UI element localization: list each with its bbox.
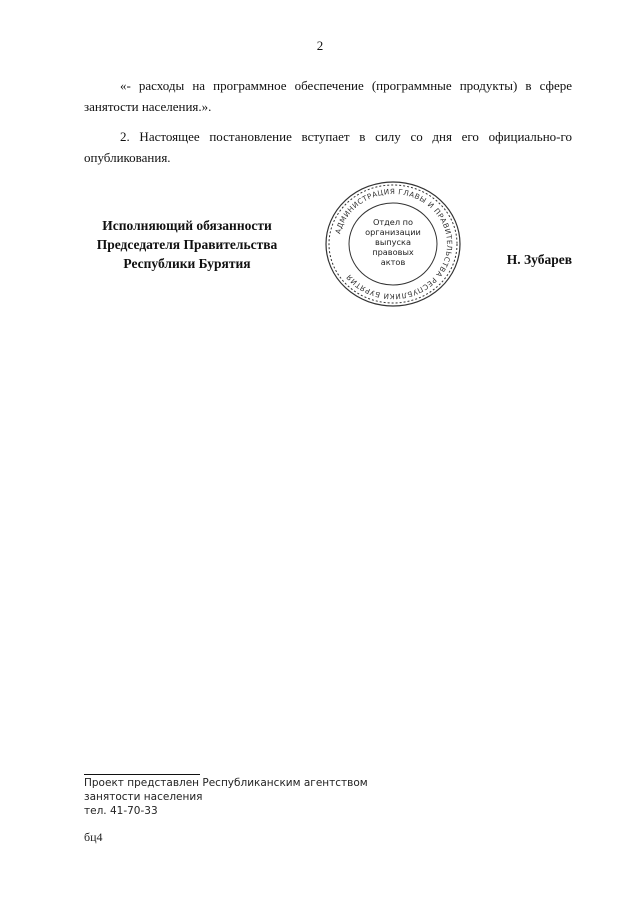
footer-note [84, 776, 368, 818]
paragraph-effective-date-text: 2. Настоящее постановление вступает в силу со дня его официально-го опубликования. [84, 129, 572, 165]
document-code: бц4 [84, 830, 103, 844]
stamp-center-line: выпуска [375, 237, 411, 247]
signatory-name: Н. Зубарев [506, 252, 572, 267]
official-stamp [322, 179, 464, 309]
stamp-center-line: правовых [372, 247, 414, 257]
paragraph-effective-date [84, 126, 572, 168]
signatory-title-line: Председателя Правительства [96, 237, 278, 252]
footer-line: занятости населения [84, 791, 203, 803]
stamp-center-line: Отдел по [372, 217, 414, 227]
page-number: 2 [316, 38, 324, 53]
footer-line: тел. 41-70-33 [84, 805, 158, 817]
paragraph-expenses-text: «- расходы на программное обеспечение (программные продукты) в сфере занятости населения.». [84, 78, 572, 114]
footer-divider [84, 774, 200, 775]
stamp-center-line: актов [380, 257, 406, 267]
stamp-ring-text: АДМИНИСТРАЦИЯ ГЛАВЫ И ПРАВИТЕЛЬСТВА РЕСПУБЛИКИ БУРЯТИЯ [333, 186, 455, 302]
footer-line: Проект представлен Республиканским агентством [84, 777, 368, 789]
signatory-title-line: Республики Бурятия [123, 256, 251, 271]
signatory-title-line: Исполняющий обязанности [102, 218, 272, 233]
paragraph-expenses [84, 75, 572, 117]
stamp-center-line: организации [365, 227, 421, 237]
signatory-title [84, 216, 290, 273]
